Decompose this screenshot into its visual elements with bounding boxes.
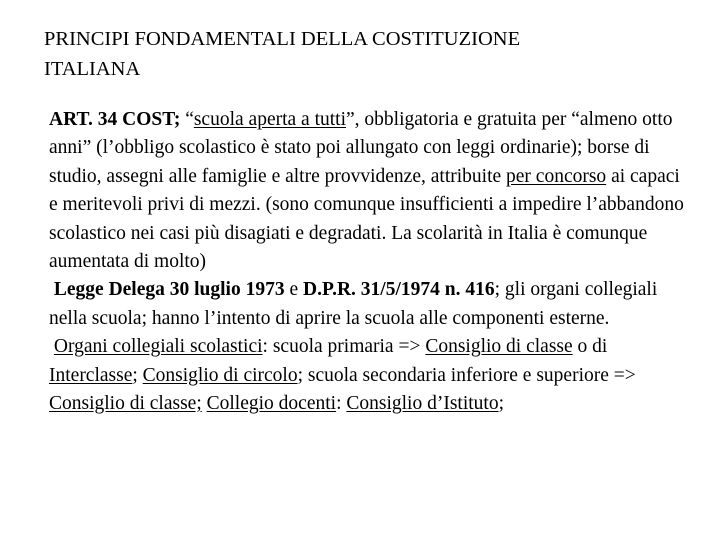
organi-text-7: ; <box>498 393 505 415</box>
legge-rest: ; gli organi collegiali nella scuola; hanno l’intento di aprire la scuola alle componenti esterne. <box>49 279 658 329</box>
art34-reference: ART. 34 COST; <box>49 109 181 130</box>
organi-text-2: o di <box>572 336 608 358</box>
organi-text-3: ; <box>132 364 143 386</box>
consiglio-d-istituto: Consiglio d’Istituto <box>346 393 499 415</box>
title-line-1: PRINCIPI FONDAMENTALI DELLA COSTITUZIONE <box>44 28 521 50</box>
dpr-reference: D.P.R. 31/5/1974 n. 416 <box>303 279 495 301</box>
title-line-2: ITALIANA <box>44 58 141 80</box>
interclasse: Interclasse <box>49 364 133 386</box>
art34-open-quote: “ <box>180 109 194 130</box>
organi-text-6: : <box>336 393 347 415</box>
organi-text-4: ; scuola secondaria inferiore e superiore => <box>297 364 636 386</box>
legge-delega-name: Legge Delega 30 luglio 1973 <box>53 279 285 301</box>
school-open-to-all: scuola aperta a tutti <box>193 109 346 130</box>
slide-title <box>44 24 684 84</box>
legge-paragraph <box>49 276 689 333</box>
art34-text: ”, obbligatoria e gratuita per “almeno otto anni” (l’obbligo scolastico è stato poi allungato con leggi ordinarie); borse di studio, assegni alle famiglie e altre provvidenze, attribuite <box>49 109 673 187</box>
art34-rest: ai capaci e meritevoli privi di mezzi. (sono comunque insufficienti a impedire l’abbandono scolastico nei casi più disagiati e degradati. La scolarità in Italia è comunque aumentata di molto) <box>49 165 684 273</box>
organi-text-1: : scuola primaria => <box>262 336 426 358</box>
organi-paragraph <box>49 333 689 418</box>
legge-conj: e <box>284 279 304 301</box>
by-competition: per concorso <box>506 165 607 187</box>
art34-paragraph <box>49 106 689 276</box>
collegio-docenti: Collegio docenti <box>206 393 337 415</box>
consiglio-di-circolo: Consiglio di circolo <box>142 364 298 386</box>
consiglio-di-classe: Consiglio di classe <box>425 336 573 358</box>
slide-body <box>49 106 689 418</box>
organi-heading: Organi collegiali scolastici <box>53 336 263 358</box>
consiglio-di-classe-2: Consiglio di classe; <box>49 393 202 415</box>
